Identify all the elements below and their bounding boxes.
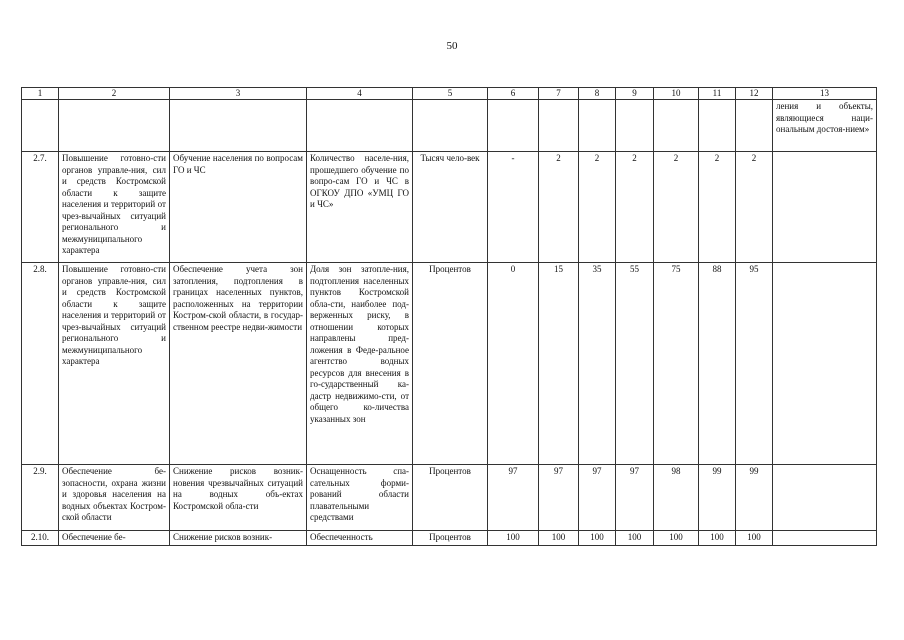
- unit-cell: Тысяч чело-век: [413, 152, 488, 263]
- column-number: 2: [59, 88, 170, 100]
- table-row: [22, 263, 877, 465]
- row-id: 2.10.: [22, 531, 59, 546]
- continuation-row: [22, 100, 877, 152]
- value-cell: 97: [616, 465, 654, 531]
- value-cell: 100: [488, 531, 539, 546]
- unit-cell: Процентов: [413, 263, 488, 465]
- value-cell: 2: [654, 152, 699, 263]
- value-cell: 98: [654, 465, 699, 531]
- value-cell: 2: [539, 152, 579, 263]
- table-row: [22, 152, 877, 263]
- value-cell: 2: [616, 152, 654, 263]
- value-cell: 2: [736, 152, 773, 263]
- value-cell: 97: [579, 465, 616, 531]
- row-id: 2.8.: [22, 263, 59, 465]
- column-number: 5: [413, 88, 488, 100]
- value-cell: 100: [654, 531, 699, 546]
- continuation-note: ления и объекты, являющиеся наци-ональным достоя-нием»: [773, 100, 877, 152]
- row-id: 2.7.: [22, 152, 59, 263]
- task-cell: Снижение рисков возник-новения чрезвычайных ситуаций на водных объ-ектах Костромской обла-сти: [170, 465, 307, 531]
- column-number: 1: [22, 88, 59, 100]
- value-cell: 2: [699, 152, 736, 263]
- column-number: 13: [773, 88, 877, 100]
- column-number: 11: [699, 88, 736, 100]
- value-cell: 95: [736, 263, 773, 465]
- column-number-row: [22, 88, 877, 100]
- column-number: 7: [539, 88, 579, 100]
- value-cell: 100: [616, 531, 654, 546]
- indicator-cell: Доля зон затопле-ния, подтопления населенных пунктов Костромской обла-сти, наиболее под-верженных риску, в отношении которых направлены пред-ложения в Феде-ральное агентство водных ресурсов для внесения в го-сударственный ка-дастр недвижимо-сти, от общего ко-личества указанных зон: [307, 263, 413, 465]
- goal-cell: Обеспечение бе-зопасности, охрана жизни и здоровья населения на водных объектах Костром-ской области: [59, 465, 170, 531]
- goal-cell: Обеспечение бе-: [59, 531, 170, 546]
- note-cell: [773, 465, 877, 531]
- unit-cell: Процентов: [413, 465, 488, 531]
- column-number: 4: [307, 88, 413, 100]
- indicator-cell: Оснащенность спа-сательных форми-рований области плавательными средствами: [307, 465, 413, 531]
- task-cell: Снижение рисков возник-: [170, 531, 307, 546]
- unit-cell: Процентов: [413, 531, 488, 546]
- indicator-cell: Количество населе-ния, прошедшего обучение по вопро-сам ГО и ЧС в ОГКОУ ДПО «УМЦ ГО и ЧС»: [307, 152, 413, 263]
- note-cell: [773, 152, 877, 263]
- value-cell: -: [488, 152, 539, 263]
- value-cell: 97: [539, 465, 579, 531]
- value-cell: 99: [736, 465, 773, 531]
- column-number: 9: [616, 88, 654, 100]
- indicator-cell: Обеспеченность: [307, 531, 413, 546]
- table-row: [22, 465, 877, 531]
- column-number: 8: [579, 88, 616, 100]
- value-cell: 100: [736, 531, 773, 546]
- task-cell: Обеспечение учета зон затопления, подтопления в границах населенных пунктов, расположенных на территории Костром-ской области, в государ-ственном реестре недви-жимости: [170, 263, 307, 465]
- task-cell: Обучение населения по вопросам ГО и ЧС: [170, 152, 307, 263]
- column-number: 10: [654, 88, 699, 100]
- value-cell: 0: [488, 263, 539, 465]
- value-cell: 97: [488, 465, 539, 531]
- column-number: 12: [736, 88, 773, 100]
- note-cell: [773, 531, 877, 546]
- row-id: 2.9.: [22, 465, 59, 531]
- note-cell: [773, 263, 877, 465]
- column-number: 3: [170, 88, 307, 100]
- page-number: 50: [446, 40, 458, 52]
- value-cell: 88: [699, 263, 736, 465]
- goal-cell: Повышение готовно-сти органов управле-ния, сил и средств Костромской области к защите населения и территорий от чрез-вычайных ситуаций регионального и межмуниципального характера: [59, 263, 170, 465]
- value-cell: 99: [699, 465, 736, 531]
- value-cell: 75: [654, 263, 699, 465]
- value-cell: 100: [699, 531, 736, 546]
- value-cell: 100: [539, 531, 579, 546]
- value-cell: 55: [616, 263, 654, 465]
- value-cell: 2: [579, 152, 616, 263]
- value-cell: 35: [579, 263, 616, 465]
- column-number: 6: [488, 88, 539, 100]
- value-cell: 100: [579, 531, 616, 546]
- table-row: [22, 531, 877, 546]
- goal-cell: Повышение готовно-сти органов управле-ния, сил и средств Костромской области к защите населения и территорий от чрез-вычайных ситуаций регионального и межмуниципального характера: [59, 152, 170, 263]
- program-indicators-table: [21, 87, 877, 546]
- value-cell: 15: [539, 263, 579, 465]
